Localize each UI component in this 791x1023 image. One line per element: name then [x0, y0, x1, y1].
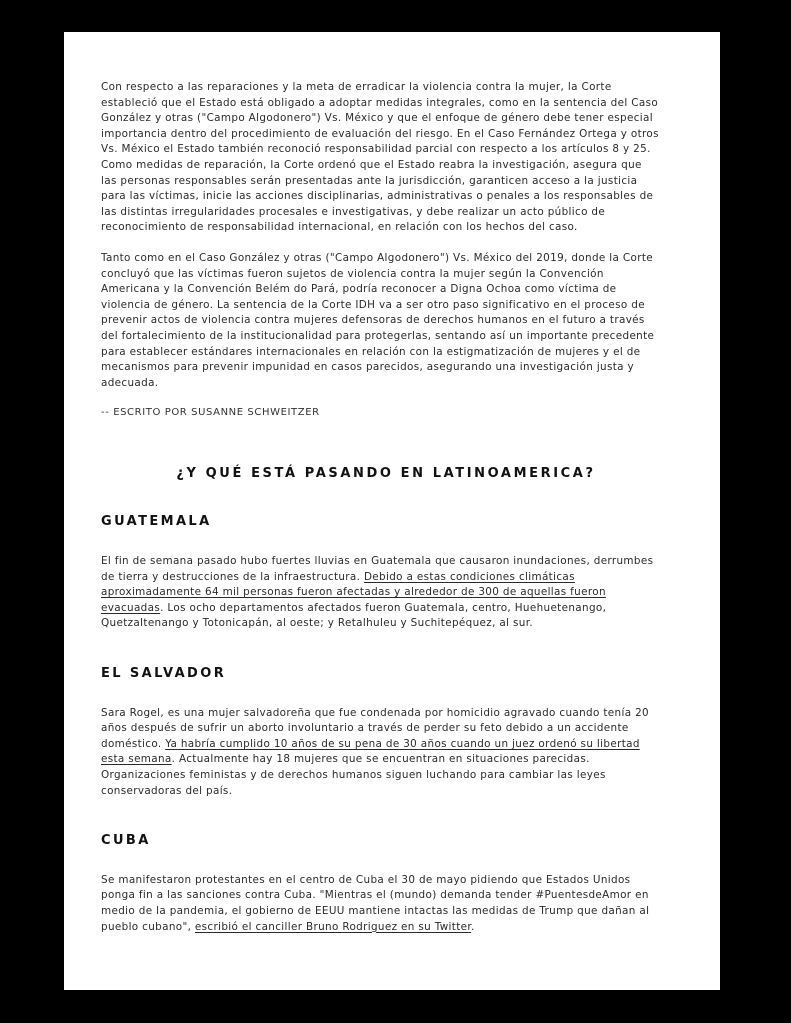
country-heading-cuba: CUBA	[101, 833, 151, 849]
link-guatemala-floods[interactable]: Debido a estas condiciones climáticas aproximadamente 64 mil personas fueron afectadas y alrededor de 300 de aquellas fueron evacuadas	[101, 570, 606, 614]
section-el-salvador	[101, 666, 661, 799]
document-content	[101, 80, 661, 935]
paragraph-cuba	[101, 873, 661, 935]
section-guatemala	[101, 514, 661, 632]
text-before-link: El fin de semana pasado hubo fuertes lluvias en Guatemala que causaron inundaciones, derrumbes de tierra y destrucciones de la infraestructura.	[101, 555, 654, 583]
intro-paragraph-digna-ochoa: Tanto como en el Caso González y otras ("Campo Algodonero") Vs. México del 2019, donde la Corte concluyó que las víctimas fueron sujetos de violencia contra la mujer según la Convención Americana y la Convención Belém do Pará, podría reconocer a Digna Ochoa como víctima de violencia de género. La sentencia de la Corte IDH va a ser otro paso significativo en el proceso de prevenir actos de violencia contra mujeres defensoras de derechos humanos en el futuro a través del fortalecimiento de la institucionalidad para protegerlas, sentando así un importante precedente para establecer estándares internacionales en relación con la estigmatización de mujeres y el de mecanismos para prevenir impunidad en casos parecidos, asegurando una investigación justa y adecuada.	[101, 251, 655, 389]
author-byline: -- ESCRITO POR SUSANNE SCHWEITZER	[101, 407, 320, 419]
paragraph-el-salvador	[101, 706, 661, 800]
section-title: ¿Y QUÉ ESTÁ PASANDO EN LATINOAMERICA?	[176, 465, 596, 481]
country-heading-guatemala: GUATEMALA	[101, 514, 212, 530]
document-page	[64, 32, 720, 990]
text-after-link: . Los ocho departamentos afectados fueron Guatemala, centro, Huehuetenango, Quetzaltenango y Totonicapán, al oeste; y Retalhuleu y Suchitepéquez, al sur.	[101, 601, 607, 630]
text-before-link: Sara Rogel, es una mujer salvadoreña que fue condenada por homicidio agravado cuando tenía 20 años después de sufrir un aborto involuntario a través de perder su feto debido a un accidente doméstico.	[101, 706, 649, 750]
text-before-link: Se manifestaron protestantes en el centro de Cuba el 30 de mayo pidiendo que Estados Unidos ponga fin a las sanciones contra Cuba. "Mientras el (mundo) demanda tender #PuentesdeAmor en medio de la pandemia, el gobierno de EEUU mantiene intactas las medidas de Trump que dañan al pueblo cubano",	[101, 873, 650, 933]
paragraph-guatemala	[101, 554, 661, 632]
text-after-link: .	[471, 920, 475, 933]
text-after-link: . Actualmente hay 18 mujeres que se encuentran en situaciones parecidas. Organizaciones feministas y de derechos humanos siguen luchando para cambiar las leyes conservadoras del país.	[101, 753, 606, 797]
section-cuba	[101, 833, 661, 935]
country-heading-el-salvador: EL SALVADOR	[101, 666, 227, 682]
intro-paragraph-reparaciones: Con respecto a las reparaciones y la meta de erradicar la violencia contra la mujer, la Corte estableció que el Estado está obligado a adoptar medidas integrales, como en la sentencia del Caso González y otras ("Campo Algodonero") Vs. México y que el enfoque de género debe tener especial importancia dentro del procedimiento de evaluación del riesgo. En el Caso Fernández Ortega y otros Vs. México el Estado también reconoció responsabilidad parcial con respecto a los artículos 8 y 25. Como medidas de reparación, la Corte ordenó que el Estado reabra la investigación, asegura que las personas responsables serán presentadas ante la jurisdicción, garanticen acceso a la justicia para las víctimas, inicie las acciones disciplinarias, administrativas o penales a los responsables de las distintas irregularidades procesales e investigativas, y debe realizar un acto público de reconocimiento de responsabilidad internacional, en relación con los hechos del caso.	[101, 81, 659, 234]
link-canciller-twitter[interactable]: escribió el canciller Bruno Rodriguez en su Twitter	[194, 920, 472, 933]
link-sara-rogel-release[interactable]: Ya habría cumplido 10 años de su pena de 30 años cuando un juez ordenó su libertad esta semana	[101, 737, 640, 766]
